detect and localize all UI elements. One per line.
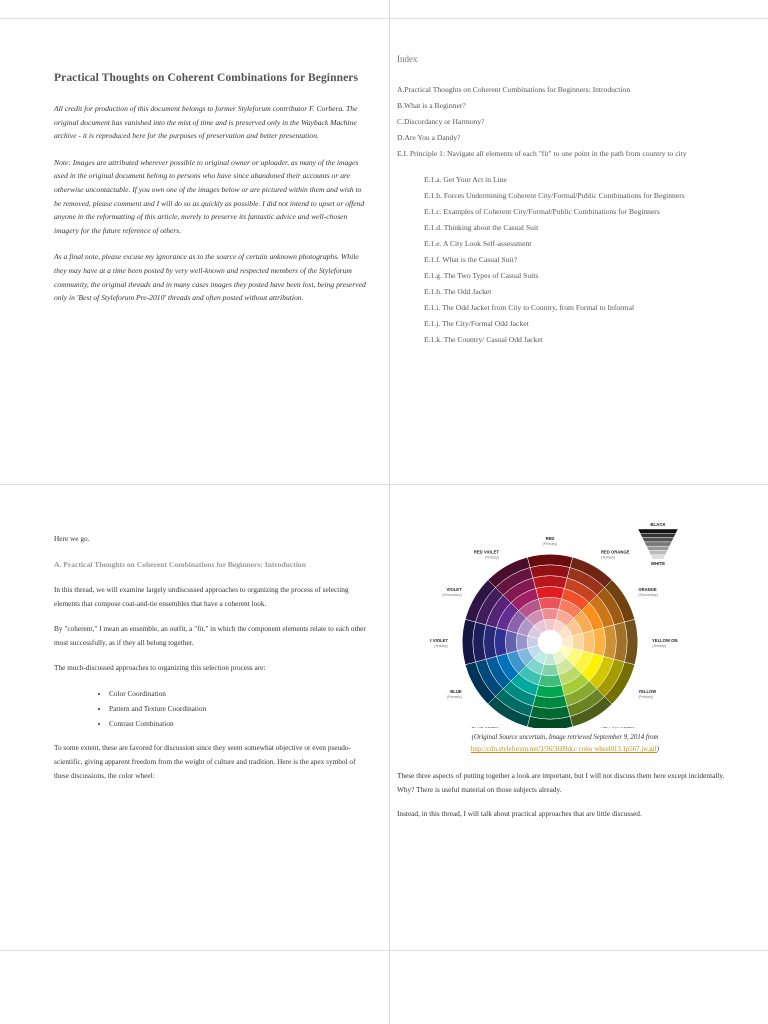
index-list <box>397 82 737 162</box>
index-subitem[interactable]: E.1.c. Examples of Coherent City/Formal/Public Combinations for Beginners <box>424 207 660 216</box>
index-item[interactable]: B.What is a Beginner? <box>397 101 466 110</box>
page-divider-middle <box>0 484 768 485</box>
wheel-label-blue-violet: VIOLET <box>432 638 448 643</box>
wheel-sublabel-blue-violet: (Tertiary) <box>433 644 448 648</box>
list-item: • Contrast Combination <box>109 716 370 731</box>
wheel-segment <box>516 633 528 650</box>
credit-paragraph: All credit for production of this document belongs to former Styleforum contributor F. Corbera. The original document has vanished into the mist of time and is preserved only in the Wayback Machine archive - it is reproduced here for the purposes of preservation and better presentation. <box>54 104 358 141</box>
wheel-segment <box>536 587 565 599</box>
page-divider-top <box>0 18 768 19</box>
wheel-segment <box>538 597 561 609</box>
wheel-sublabel-orange: (Secondary) <box>638 593 658 597</box>
grayscale-band <box>646 546 669 550</box>
wheel-sublabel-yellow-orange: (Tertiary) <box>652 644 667 648</box>
index-sublist <box>424 172 737 348</box>
grayscale-band <box>640 533 676 537</box>
wheel-segment <box>505 630 517 653</box>
caption-end: ) <box>656 746 660 753</box>
color-wheel-image <box>430 518 678 728</box>
index-item[interactable]: A.Practical Thoughts on Coherent Combinations for Beginners: Introduction <box>397 85 631 94</box>
wheel-label-red: RED <box>545 536 555 541</box>
caption-text: (Original Source uncertain, Image retrieved September 9, 2014 from <box>471 734 659 741</box>
grayscale-band <box>644 542 671 546</box>
wheel-segment <box>533 576 567 589</box>
index-subitem[interactable]: E.1.h. The Odd Jacket <box>424 287 492 296</box>
body-paragraph: These three aspects of putting together a look are important, but I will not discuss them here except incidentally. Why? There is useful material on those subjects already. <box>397 771 725 794</box>
wheel-label-red-orange: RED ORANGE <box>601 549 630 555</box>
wheel-sublabel-red-violet: (Tertiary) <box>484 555 499 560</box>
wheel-label-red-violet: RED VIOLET <box>473 549 499 555</box>
list-item: • Color Coordination <box>109 686 370 701</box>
index-item[interactable]: C.Discordancy or Harmony? <box>397 117 485 126</box>
wheel-segment <box>536 685 565 697</box>
wheel-segment <box>593 628 605 657</box>
body-paragraph: The much-discussed approaches to organizing this selection process are: <box>54 663 266 672</box>
page-2-index <box>397 54 737 348</box>
index-subitem[interactable]: E.1.a. Get Your Act in Line <box>424 175 507 184</box>
note-paragraph: Note: Images are attributed wherever possible to original owner or uploader, as many of the images used in the original document belong to persons who have since abandoned their accounts or are otherwise uncontactable. If you own one of the images below or are pictured within them and wish to be removed, please comment and I will do so as quickly as possible. I did not intend to upset or offend anyone in the reformatting of this article, merely to preserve its fantastic advice and well-chosen imagery for the future reference of others. <box>54 157 365 235</box>
index-item[interactable]: E.I. Principle 1: Navigate all elements of each "fit" to one point in the path from country to city <box>397 149 687 158</box>
index-subitem[interactable]: E.1.d. Thinking about the Casual Suit <box>424 223 539 232</box>
wheel-label-blue: BLUE <box>450 689 462 694</box>
wheel-sublabel-blue: (Primary) <box>446 695 462 699</box>
grayscale-band <box>638 529 678 533</box>
index-title: Index <box>397 54 418 64</box>
wheel-segment <box>484 625 497 659</box>
wheel-segment <box>538 675 561 687</box>
index-subitem[interactable]: E.1.b. Forces Undermining Coherent City/Formal/Public Combinations for Beginners <box>424 191 685 200</box>
page-3 <box>54 532 370 794</box>
wheel-segment <box>541 664 558 676</box>
wheel-label-black: BLACK <box>650 522 666 527</box>
image-caption <box>397 732 733 756</box>
index-item[interactable]: D.Are You a Dandy? <box>397 133 461 142</box>
page-divider-bottom <box>0 950 768 951</box>
wheel-sublabel-red-orange: (Tertiary) <box>601 555 616 560</box>
grayscale-band <box>649 551 668 555</box>
wheel-label-yellow-orange: YELLOW OR <box>652 638 678 643</box>
color-wheel-svg <box>430 518 678 728</box>
index-subitem[interactable]: E.1.g. The Two Types of Casual Suits <box>424 271 539 280</box>
wheel-label-yellow-green <box>601 726 635 728</box>
wheel-sublabel-yellow: (Primary) <box>638 695 654 699</box>
index-subitem[interactable]: E.1.e. A City Look Self-assessment <box>424 239 532 248</box>
index-subitem[interactable]: E.1.f. What is the Casual Suit? <box>424 255 518 264</box>
body-paragraph: By "coherent," I mean an ensemble, an outfit, a "fit," in which the component elements relate to each other most successfully, as if they all belong together. <box>54 624 366 647</box>
grayscale-band <box>651 555 666 559</box>
wheel-segment <box>533 696 567 709</box>
wheel-sublabel-violet: (Secondary) <box>442 593 462 597</box>
wheel-label-violet: VIOLET <box>446 587 462 592</box>
list-item: • Pattern and Texture Coordination <box>109 701 370 716</box>
wheel-label-blue-green <box>472 726 499 728</box>
page-1 <box>54 68 370 318</box>
body-paragraph: In this thread, we will examine largely undiscussed approaches to organizing the process of selecting elements that compose coat-and-tie ensembles that have a coherent look. <box>54 585 349 608</box>
wheel-label-orange: ORANGE <box>638 587 657 592</box>
intro-text: Here we go. <box>54 534 90 543</box>
index-subitem[interactable]: E.1.j. The City/Formal Odd Jacket <box>424 319 529 328</box>
wheel-segment <box>541 608 558 620</box>
wheel-segment <box>604 625 617 659</box>
index-subitem[interactable]: E.1.i. The Odd Jacket from City to Country, from Formal to Informal <box>424 303 635 312</box>
wheel-label-yellow: YELLOW <box>638 689 657 694</box>
wheel-sublabel-red: (Primary) <box>542 542 558 546</box>
wheel-segment <box>495 628 507 657</box>
final-note-paragraph: As a final note, please excuse my ignorance as to the source of certain unknown photographs. While they may have at a time been posted by very well-known and respected members of the Styleforum community, the original threads and in many cases images they posted have been lost, being preserved only in 'Best of Styleforum Pre-2010' threads and often posted without attribution. <box>54 252 366 303</box>
document-title: Practical Thoughts on Coherent Combinations for Beginners <box>54 72 359 84</box>
grayscale-band <box>642 538 674 542</box>
wheel-segment <box>572 633 584 650</box>
index-subitem[interactable]: E.1.k. The Country/ Casual Odd Jacket <box>424 335 543 344</box>
caption-link[interactable]: http://cdn.styleforum.net/3/36/3609dcc color wheel013.1p567.jw.gif <box>470 746 657 753</box>
body-paragraph: To some extent, these are favored for discussion since they seem somewhat objective or even pseudo-scientific, giving apparent freedom from the weight of culture and tradition. Here is the apex symbol of these discussions, the color wheel: <box>54 743 356 780</box>
page-divider-vertical <box>389 0 390 1024</box>
approach-list <box>54 686 370 731</box>
section-heading: A. Practical Thoughts on Coherent Combinations for Beginners: Introduction <box>54 560 306 569</box>
body-paragraph: Instead, in this thread, I will talk about practical approaches that are little discussed. <box>397 809 642 819</box>
page-4-text <box>397 769 727 832</box>
wheel-segment <box>583 630 595 653</box>
wheel-label-white: WHITE <box>650 561 666 567</box>
